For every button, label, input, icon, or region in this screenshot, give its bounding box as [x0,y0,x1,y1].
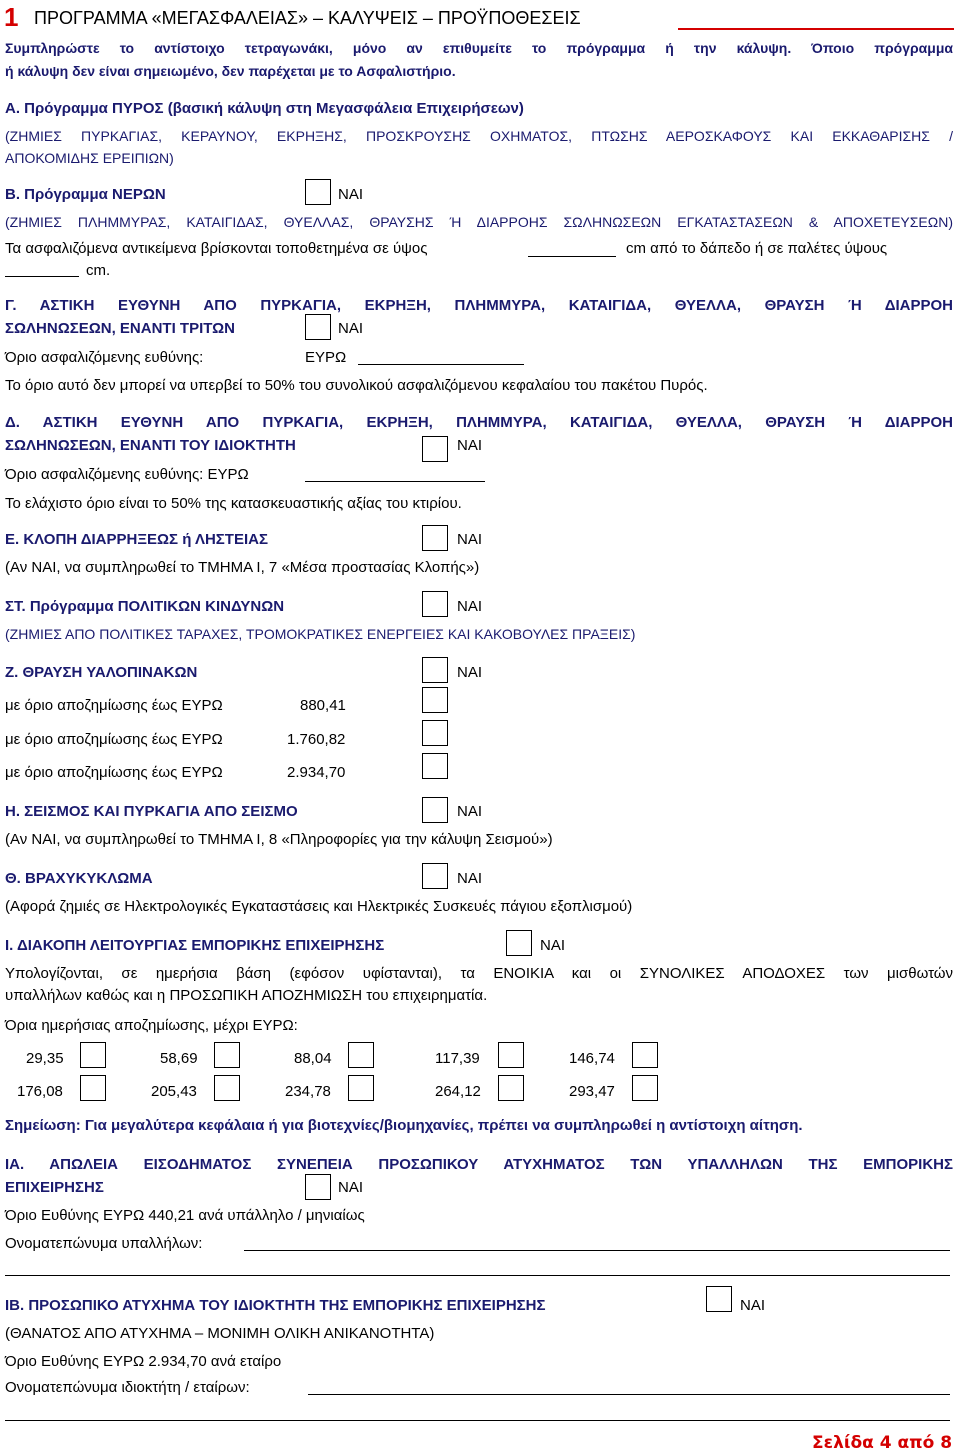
section-z-limit-label: με όριο αποζημίωσης έως ΕΥΡΩ [5,697,223,714]
section-ib-desc: (ΘΑΝΑΤΟΣ ΑΠΟ ΑΤΥΧΗΜΑ – ΜΟΝΙΜΗ ΟΛΙΚΗ ΑΝΙΚΑΝΟΤΗΤΑ) [5,1325,435,1342]
section-z-checkbox[interactable] [422,657,448,683]
section-st-yes-label: ΝΑΙ [457,598,483,615]
section-e-checkbox[interactable] [422,525,448,551]
section-ia-limit: Όριο Ευθύνης ΕΥΡΩ 440,21 ανά υπάλληλο / μηνιαίως [5,1207,365,1224]
section-c-checkbox[interactable] [305,314,331,340]
section-b-height-text-b: cm από το δάπεδο ή σε παλέτες ύψους [626,240,888,257]
section-b-title: Β. Πρόγραμμα ΝΕΡΩΝ [5,186,166,203]
section-st-title: ΣΤ. Πρόγραμμα ΠΟΛΙΤΙΚΩΝ ΚΙΝΔΥΝΩΝ [5,598,285,615]
section-c-title-line1: Γ. ΑΣΤΙΚΗ ΕΥΘΥΝΗ ΑΠΟ ΠΥΡΚΑΓΙΑ, ΕΚΡΗΞΗ, ΠΛΗΜΜΥΡΑ, ΚΑΤΑΙΓΙΔΑ, ΘΥΕΛΛΑ, ΘΡΑΥΣΗ Ή ΔΙΑΡΡΟΗ [5,297,953,314]
daily-amount-checkbox[interactable] [498,1075,524,1101]
daily-amount-checkbox[interactable] [80,1075,106,1101]
intro-text-line2: ή κάλυψη δεν είναι σημειωμένο, δεν παρέχεται με το Ασφαλιστήριο. [5,63,456,79]
section-th-title: Θ. ΒΡΑΧΥΚΥΚΛΩΜΑ [5,870,153,887]
section-z-limit-label: με όριο αποζημίωσης έως ΕΥΡΩ [5,731,223,748]
section-i-title: Ι. ΔΙΑΚΟΠΗ ΛΕΙΤΟΥΡΓΙΑΣ ΕΜΠΟΡΙΚΗΣ ΕΠΙΧΕΙΡΗΣΗΣ [5,937,385,954]
section-ia-names-field-2[interactable] [5,1275,950,1276]
section-d-checkbox[interactable] [422,436,448,462]
daily-amount: 117,39 [435,1050,480,1067]
page-title: ΠΡΟΓΡΑΜΜΑ «ΜΕΓΑΣΦΑΛΕΙΑΣ» – ΚΑΛΥΨΕΙΣ – ΠΡΟΫΠΟΘΕΣΕΙΣ [34,8,581,28]
section-z-title: Ζ. ΘΡΑΥΣΗ ΥΑΛΟΠΙΝΑΚΩΝ [5,664,198,681]
section-z-option-amount: 1.760,82 [287,731,346,748]
section-b-pallet-field[interactable] [5,276,79,277]
daily-amount-checkbox[interactable] [632,1075,658,1101]
daily-amount-checkbox[interactable] [348,1075,374,1101]
section-b-desc: (ΖΗΜΙΕΣ ΠΛΗΜΜΥΡΑΣ, ΚΑΤΑΙΓΙΔΑΣ, ΘΥΕΛΛΑΣ, ΘΡΑΥΣΗΣ Ή ΔΙΑΡΡΟΗΣ ΣΩΛΗΝΩΣΕΩΝ ΕΓΚΑΤΑΣΤΑΣΕΩΝ & ΑΠΟΧΕΤΕΥΣΕΩΝ) [5,214,953,230]
section-c-currency: ΕΥΡΩ [305,349,347,366]
section-a-desc-line2: ΑΠΟΚΟΜΙΔΗΣ ΕΡΕΙΠΙΩΝ) [5,150,174,166]
section-ib-names-field-2[interactable] [5,1420,950,1421]
section-z-option-checkbox[interactable] [422,687,448,713]
section-c-note: Το όριο αυτό δεν μπορεί να υπερβεί το 50% του συνολικού ασφαλιζόμενου κεφαλαίου του πακέτου Πυρός. [5,377,708,394]
daily-amount-checkbox[interactable] [632,1042,658,1068]
section-ib-names-label: Ονοματεπώνυμα ιδιοκτήτη / εταίρων: [5,1379,250,1396]
daily-amount: 234,78 [285,1083,331,1100]
section-z-limit-label: με όριο αποζημίωσης έως ΕΥΡΩ [5,764,223,781]
section-z-option-checkbox[interactable] [422,720,448,746]
daily-amount: 293,47 [569,1083,615,1100]
intro-text-line1: Συμπληρώστε το αντίστοιχο τετραγωνάκι, μόνο αν επιθυμείτε το πρόγραμμα ή την κάλυψη. Όποιο πρόγραμμα [5,40,953,56]
daily-amount: 58,69 [160,1050,198,1067]
daily-amount: 205,43 [151,1083,197,1100]
section-h-note: (Αν ΝΑΙ, να συμπληρωθεί το ΤΜΗΜΑ Ι, 8 «Πληροφορίες για την κάλυψη Σεισμού») [5,831,553,848]
section-ia-checkbox[interactable] [305,1174,331,1200]
section-i-text-line2: υπαλλήλων καθώς και η ΠΡΟΣΩΠΙΚΗ ΑΠΟΖΗΜΙΩΣΗ του επιχειρηματία. [5,987,488,1004]
daily-amount-checkbox[interactable] [80,1042,106,1068]
daily-amount: 146,74 [569,1050,615,1067]
daily-amount-checkbox[interactable] [498,1042,524,1068]
section-i-limits-label: Όρια ημερήσιας αποζημίωσης, μέχρι ΕΥΡΩ: [5,1017,298,1034]
section-ia-title-line1: ΙΑ. ΑΠΩΛΕΙΑ ΕΙΣΟΔΗΜΑΤΟΣ ΣΥΝΕΠΕΙΑ ΠΡΟΣΩΠΙΚΟΥ ΑΤΥΧΗΜΑΤΟΣ ΤΩΝ ΥΠΑΛΛΗΛΩΝ ΤΗΣ ΕΜΠΟΡΙΚΗΣ [5,1156,953,1173]
section-b-height-text-c: cm. [86,262,111,279]
page-number: Σελίδα 4 από 8 [812,1433,953,1453]
section-c-limit-label: Όριο ασφαλιζόμενης ευθύνης: [5,349,204,366]
section-d-title-line2: ΣΩΛΗΝΩΣΕΩΝ, ΕΝΑΝΤΙ ΤΟΥ ΙΔΙΟΚΤΗΤΗ [5,437,296,454]
section-z-option-amount: 2.934,70 [287,764,346,781]
daily-amount-checkbox[interactable] [214,1075,240,1101]
section-th-checkbox[interactable] [422,863,448,889]
section-d-limit-field[interactable] [305,481,485,482]
section-c-title-line2: ΣΩΛΗΝΩΣΕΩΝ, ΕΝΑΝΤΙ ΤΡΙΤΩΝ [5,320,236,337]
section-z-option-amount: 880,41 [300,697,346,714]
section-i-checkbox[interactable] [506,930,532,956]
section-ia-names-field[interactable] [244,1250,950,1251]
section-ib-title: ΙΒ. ΠΡΟΣΩΠΙΚΟ ΑΤΥΧΗΜΑ ΤΟΥ ΙΔΙΟΚΤΗΤΗ ΤΗΣ ΕΜΠΟΡΙΚΗΣ ΕΠΙΧΕΙΡΗΣΗΣ [5,1297,546,1314]
daily-amount-checkbox[interactable] [214,1042,240,1068]
section-c-limit-field[interactable] [358,364,524,365]
section-ib-checkbox[interactable] [706,1286,732,1312]
section-a-title: Α. Πρόγραμμα ΠΥΡΟΣ (βασική κάλυψη στη Μεγασφάλεια Επιχειρήσεων) [5,100,524,117]
section-ib-yes-label: ΝΑΙ [740,1297,766,1314]
section-i-text-line1: Υπολογίζονται, σε ημερήσια βάση (εφόσον υφίστανται), τα ΕΝΟΙΚΙΑ και οι ΣΥΝΟΛΙΚΕΣ ΑΠΟΔΟΧΕΣ των μισθωτών [5,965,953,982]
section-e-yes-label: ΝΑΙ [457,531,483,548]
title-underline [678,28,954,30]
section-h-title: Η. ΣΕΙΣΜΟΣ ΚΑΙ ΠΥΡΚΑΓΙΑ ΑΠΟ ΣΕΙΣΜΟ [5,803,298,820]
section-z-option-checkbox[interactable] [422,753,448,779]
section-ib-names-field[interactable] [308,1394,950,1395]
section-e-note: (Αν ΝΑΙ, να συμπληρωθεί το ΤΜΗΜΑ Ι, 7 «Μέσα προστασίας Κλοπής») [5,559,480,576]
daily-amount-checkbox[interactable] [348,1042,374,1068]
section-h-checkbox[interactable] [422,797,448,823]
section-number: 1 [4,2,19,32]
section-d-note: Το ελάχιστο όριο είναι το 50% της κατασκευαστικής αξίας του κτιρίου. [5,495,462,512]
daily-amount: 264,12 [435,1083,481,1100]
section-b-height-text-a: Τα ασφαλιζόμενα αντικείμενα βρίσκονται τοποθετημένα σε ύψος [5,240,428,257]
section-c-yes-label: ΝΑΙ [338,320,364,337]
section-d-title-line1: Δ. ΑΣΤΙΚΗ ΕΥΘΥΝΗ ΑΠΟ ΠΥΡΚΑΓΙΑ, ΕΚΡΗΞΗ, ΠΛΗΜΜΥΡΑ, ΚΑΤΑΙΓΙΔΑ, ΘΥΕΛΛΑ, ΘΡΑΥΣΗ Ή ΔΙΑΡΡΟΗ [5,414,953,431]
section-th-yes-label: ΝΑΙ [457,870,483,887]
section-ia-names-label: Ονοματεπώνυμα υπαλλήλων: [5,1235,203,1252]
daily-amount: 29,35 [26,1050,64,1067]
section-st-desc: (ΖΗΜΙΕΣ ΑΠΟ ΠΟΛΙΤΙΚΕΣ ΤΑΡΑΧΕΣ, ΤΡΟΜΟΚΡΑΤΙΚΕΣ ΕΝΕΡΓΕΙΕΣ ΚΑΙ ΚΑΚΟΒΟΥΛΕΣ ΠΡΑΞΕΙΣ) [5,626,636,642]
section-b-checkbox[interactable] [305,179,331,205]
section-a-desc-line1: (ΖΗΜΙΕΣ ΠΥΡΚΑΓΙΑΣ, ΚΕΡΑΥΝΟΥ, ΕΚΡΗΞΗΣ, ΠΡΟΣΚΡΟΥΣΗΣ ΟΧΗΜΑΤΟΣ, ΠΤΩΣΗΣ ΑΕΡΟΣΚΑΦΟΥΣ ΚΑΙ ΕΚΚΑΘΑΡΙΣΗΣ / [5,128,953,144]
section-d-limit-label: Όριο ασφαλιζόμενης ευθύνης: ΕΥΡΩ [5,466,249,483]
section-e-title: Ε. ΚΛΟΠΗ ΔΙΑΡΡΗΞΕΩΣ ή ΛΗΣΤΕΙΑΣ [5,531,268,548]
section-b-height-field[interactable] [528,256,616,257]
section-h-yes-label: ΝΑΙ [457,803,483,820]
note-text: Σημείωση: Για μεγαλύτερα κεφάλαια ή για βιοτεχνίες/βιομηχανίες, πρέπει να συμπληρωθεί η αντίστοιχη αίτηση. [5,1117,803,1134]
section-ib-limit: Όριο Ευθύνης ΕΥΡΩ 2.934,70 ανά εταίρο [5,1353,282,1370]
section-th-note: (Αφορά ζημιές σε Ηλεκτρολογικές Εγκαταστάσεις και Ηλεκτρικές Συσκευές πάγιου εξοπλισμού) [5,898,633,915]
section-d-yes-label: ΝΑΙ [457,437,483,454]
section-i-yes-label: ΝΑΙ [540,937,566,954]
daily-amount: 176,08 [17,1083,63,1100]
section-ia-yes-label: ΝΑΙ [338,1179,364,1196]
section-z-yes-label: ΝΑΙ [457,664,483,681]
section-b-yes-label: ΝΑΙ [338,186,364,203]
section-ia-title-line2: ΕΠΙΧΕΙΡΗΣΗΣ [5,1179,104,1196]
daily-amount: 88,04 [294,1050,332,1067]
section-st-checkbox[interactable] [422,591,448,617]
